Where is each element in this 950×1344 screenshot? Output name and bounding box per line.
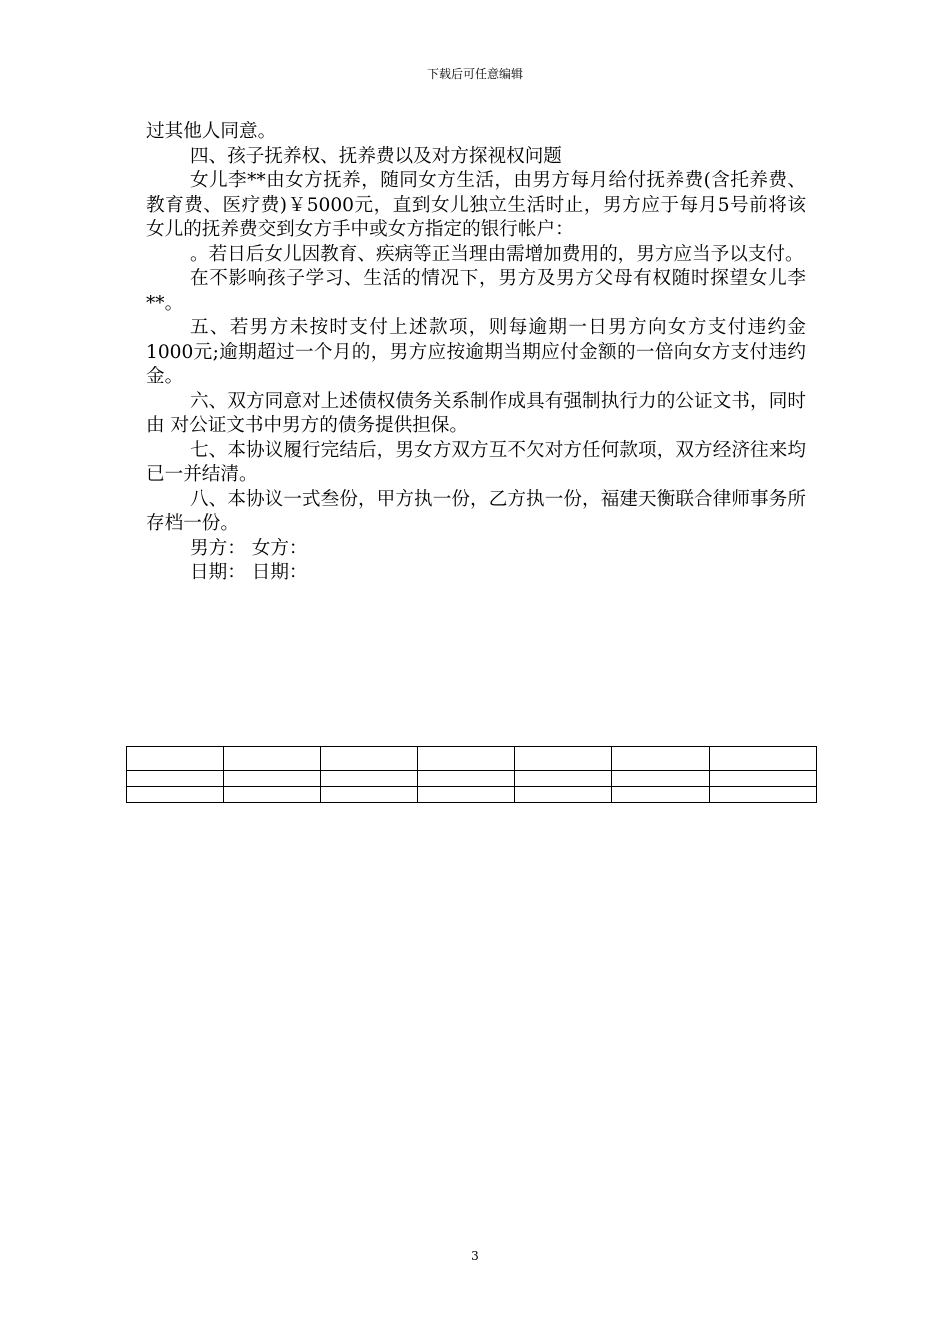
table-cell xyxy=(515,747,612,771)
male-party-label: 男方： xyxy=(190,537,246,559)
table-cell xyxy=(710,787,817,803)
paragraph: 女儿李**由女方抚养，随同女方生活，由男方每月给付抚养费(含托养费、教育费、医疗费)￥5000元，直到女儿独立生活时止，男方应于每月5号前将该女儿的抚养费交到女方手中或女方指定的银行帐户： xyxy=(146,170,806,240)
table-cell xyxy=(224,787,321,803)
table-cell xyxy=(127,771,224,787)
paragraph: 过其他人同意。 xyxy=(146,121,277,142)
table-cell xyxy=(418,787,515,803)
signature-row xyxy=(146,537,806,562)
table-cell xyxy=(418,747,515,771)
paragraph-section-eight: 八、本协议一式叁份，甲方执一份，乙方执一份，福建天衡联合律师事务所存档一份。 xyxy=(146,488,806,534)
blank-table xyxy=(126,746,817,803)
page-number: 3 xyxy=(471,1249,479,1263)
agreement-body xyxy=(146,120,806,586)
table-cell xyxy=(418,771,515,787)
female-party-label: 女方： xyxy=(251,537,308,559)
female-date-label: 日期： xyxy=(251,562,308,583)
table-cell xyxy=(612,787,710,803)
table-cell xyxy=(127,787,224,803)
table-cell xyxy=(321,771,418,787)
paragraph: 。若日后女儿因教育、疾病等正当理由需增加费用的，男方应当予以支付。 xyxy=(190,243,804,265)
table-cell xyxy=(710,747,817,771)
paragraph-section-four-title: 四、孩子抚养权、抚养费以及对方探视权问题 xyxy=(190,145,562,167)
page-header: 下载后可任意编辑 xyxy=(426,67,523,81)
table-cell xyxy=(224,771,321,787)
paragraph-section-seven: 七、本协议履行完结后，男女方双方互不欠对方任何款项，双方经济往来均已一并结清。 xyxy=(146,439,806,485)
table-row xyxy=(127,771,817,787)
table-cell xyxy=(710,771,817,787)
table-cell xyxy=(515,771,612,787)
table-cell xyxy=(321,787,418,803)
paragraph: 在不影响孩子学习、生活的情况下，男方及男方父母有权随时探望女儿李**。 xyxy=(146,268,806,314)
table-cell xyxy=(224,747,321,771)
table-cell xyxy=(612,771,710,787)
date-row xyxy=(146,561,806,586)
table-cell xyxy=(612,747,710,771)
table-row xyxy=(127,747,817,771)
table-row xyxy=(127,787,817,803)
table-cell xyxy=(515,787,612,803)
male-date-label: 日期： xyxy=(190,562,246,583)
paragraph-section-six: 六、双方同意对上述债权债务关系制作成具有强制执行力的公证文书，同时由 对公证文书中男方的债务提供担保。 xyxy=(146,390,806,436)
table-cell xyxy=(321,747,418,771)
paragraph-section-five: 五、若男方未按时支付上述款项，则每逾期一日男方向女方支付违约金1000元;逾期超过一个月的，男方应按逾期当期应付金额的一倍向女方支付违约金。 xyxy=(146,317,806,387)
table-cell xyxy=(127,747,224,771)
